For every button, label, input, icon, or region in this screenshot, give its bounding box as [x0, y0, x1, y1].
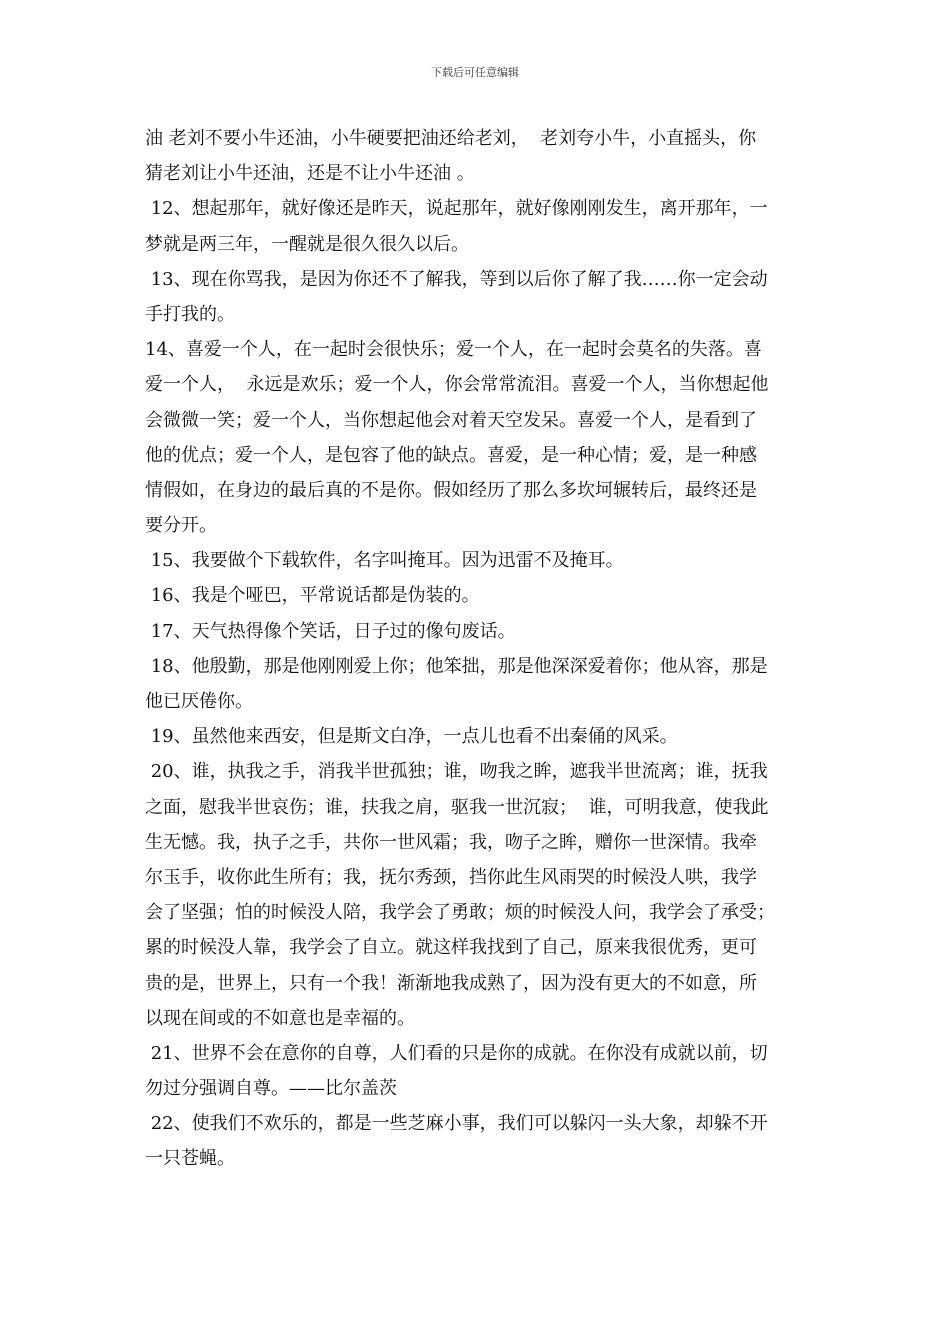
text-line: 15、我要做个下载软件，名字叫掩耳。因为迅雷不及掩耳。	[145, 550, 624, 572]
text-line: 贵的是，世界上，只有一个我！渐渐地我成熟了，因为没有更大的不如意，所	[145, 972, 757, 994]
text-line: 以现在间或的不如意也是幸福的。	[145, 1007, 415, 1029]
text-line: 21、世界不会在意你的自尊，人们看的只是你的成就。在你没有成就以前，切	[145, 1042, 768, 1064]
document-body	[145, 121, 810, 1177]
text-line: 尔玉手，收你此生所有；我，抚尔秀颈，挡你此生风雨哭的时候没人哄，我学	[145, 866, 757, 888]
text-line: 累的时候没人靠，我学会了自立。就这样我找到了自己，原来我很优秀，更可	[145, 937, 757, 959]
text-line: 17、天气热得像个笑话，日子过的像句废话。	[145, 620, 516, 642]
text-line: 19、虽然他来西安，但是斯文白净，一点儿也看不出秦俑的风采。	[145, 726, 678, 748]
text-line: 14、喜爱一个人，在一起时会很快乐；爱一个人，在一起时会莫名的失落。喜	[145, 339, 762, 361]
text-line: 会了坚强；怕的时候没人陪，我学会了勇敢；烦的时候没人问，我学会了承受；	[145, 902, 775, 924]
text-line: 手打我的。	[145, 303, 235, 325]
text-line: 13、现在你骂我，是因为你还不了解我，等到以后你了解了我……你一定会动	[145, 268, 768, 290]
text-line: 会微微一笑；爱一个人，当你想起他会对着天空发呆。喜爱一个人，是看到了	[145, 409, 757, 431]
text-line: 一只苍蝇。	[145, 1148, 235, 1170]
text-line: 之面，慰我半世哀伤；谁，扶我之肩，驱我一世沉寂； 谁，可明我意，使我此	[145, 796, 769, 818]
text-line: 22、使我们不欢乐的，都是一些芝麻小事，我们可以躲闪一头大象，却躲不开	[145, 1113, 768, 1135]
page-header: 下载后可任意编辑	[431, 66, 519, 79]
text-line: 他已厌倦你。	[145, 691, 253, 712]
text-line: 勿过分强调自尊。——比尔盖茨	[145, 1078, 397, 1100]
text-line: 生无憾。我，执子之手，共你一世风霜；我，吻子之眸，赠你一世深情。我牵	[145, 831, 757, 853]
text-line: 20、谁，执我之手，消我半世孤独；谁，吻我之眸，遮我半世流离；谁，抚我	[145, 761, 768, 783]
text-line: 要分开。	[145, 515, 217, 537]
text-line: 猜老刘让小牛还油，还是不让小牛还油 。	[145, 163, 475, 185]
text-line: 16、我是个哑巴，平常说话都是伪装的。	[145, 585, 480, 607]
text-line: 梦就是两三年，一醒就是很久很久以后。	[145, 233, 469, 255]
text-line: 情假如，在身边的最后真的不是你。假如经历了那么多坎坷辗转后，最终还是	[145, 479, 757, 501]
text-line: 他的优点；爱一个人，是包容了他的缺点。喜爱，是一种心情；爱，是一种感	[145, 444, 757, 466]
text-line: 油 老刘不要小牛还油，小牛硬要把油还给老刘， 老刘夸小牛，小直摇头，你	[145, 128, 757, 149]
text-line: 12、想起那年，就好像还是昨天，说起那年，就好像刚刚发生，离开那年，一	[145, 198, 768, 220]
text-line: 爱一个人， 永远是欢乐；爱一个人，你会常常流泪。喜爱一个人，当你想起他	[145, 374, 769, 396]
text-line: 18、他殷勤，那是他刚刚爱上你；他笨拙，那是他深深爱着你；他从容，那是	[145, 655, 768, 677]
